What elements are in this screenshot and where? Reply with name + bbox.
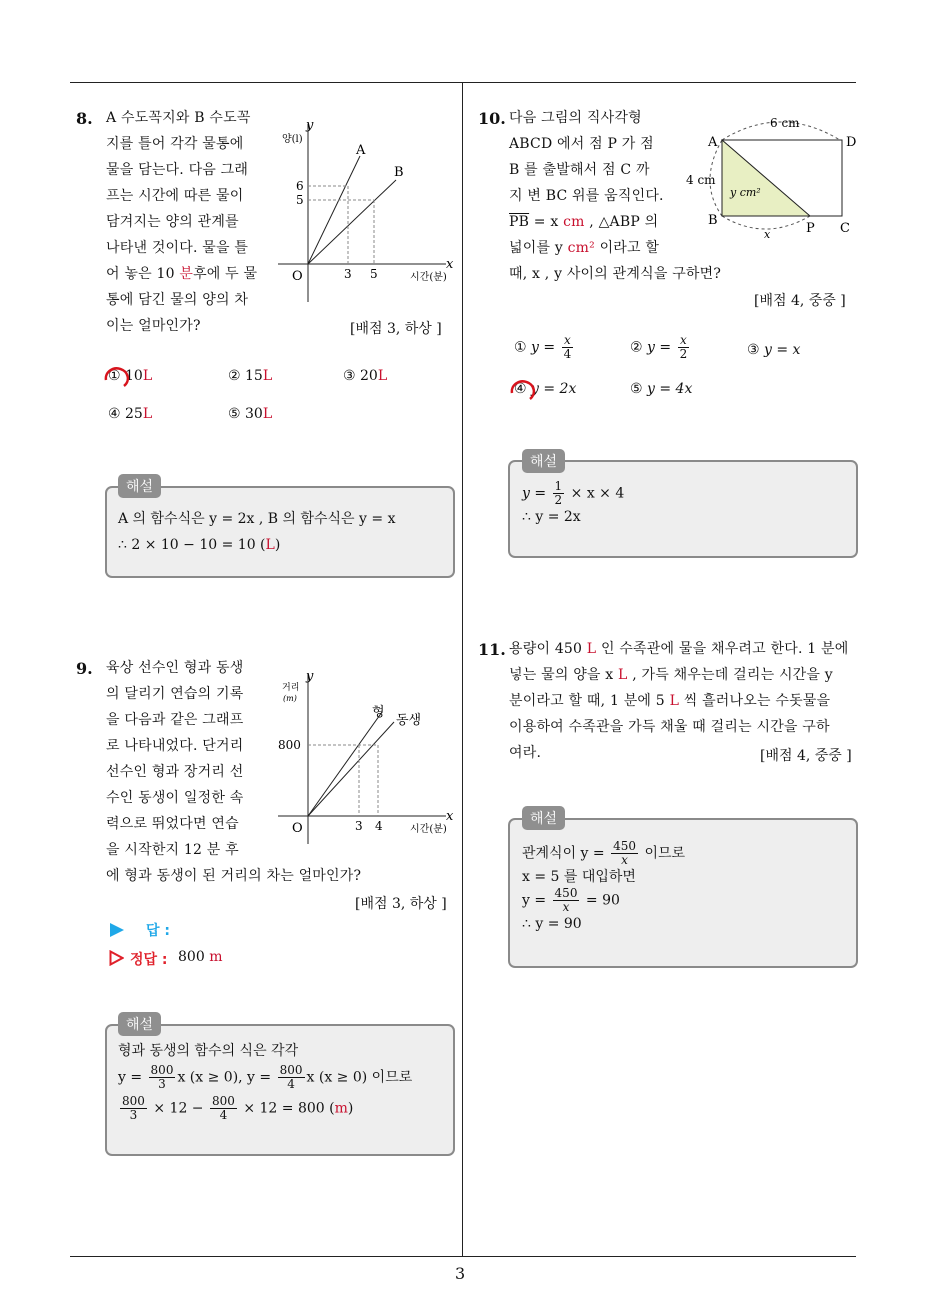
q10-line-7: 때, x , y 사이의 관계식을 구하면? bbox=[509, 266, 722, 282]
q8-line: 지를 틀어 각각 물통에 bbox=[106, 136, 244, 152]
q8-correct-mark bbox=[102, 362, 132, 390]
q8-solution-text: A 의 함수식은 y = 2x , B 의 함수식은 y = x ∴ 2 × 10 − 10 = 10 (L) bbox=[118, 511, 396, 553]
q10-area-label: y cm² bbox=[730, 186, 761, 199]
q9-x-axis-label: 시간(분) bbox=[410, 824, 447, 835]
q8-choice-3[interactable]: ③ 20L bbox=[343, 368, 388, 384]
q10-solution-tag: 해설 bbox=[522, 449, 565, 473]
q8-y-axis-letter: y bbox=[306, 118, 314, 133]
q11-text: 용량이 450 L 인 수족관에 물을 채우려고 한다. 1 분에 넣는 물의 양을 x L , 가득 채우는데 걸리는 시간을 y 분이라고 할 때, 1 분에 5 L 씩 흘러나오는 수돗물을 이용하여 수족관을 가득 채울 때 걸리는 시간을 구하 여라. bbox=[509, 641, 849, 761]
q10-left-length: 4 cm bbox=[686, 173, 716, 187]
q8-solution-tag: 해설 bbox=[118, 474, 161, 498]
q10-choice-1[interactable]: ① y = $\frac{x}{4}$ bbox=[514, 333, 572, 361]
q8-line: 프는 시간에 따른 물이 bbox=[106, 188, 244, 204]
q9-answer-label: 답 : bbox=[146, 923, 170, 939]
q8-unit-minute: 분 bbox=[179, 266, 194, 282]
q8-line: A 수도꼭지와 B 수도꼭 bbox=[106, 110, 251, 126]
q9-y-axis-label-1: 거리 bbox=[282, 683, 300, 693]
q8-line: 담겨지는 양의 관계를 bbox=[106, 214, 239, 230]
q9-graph bbox=[268, 666, 458, 846]
q9-text: 육상 선수인 형과 동생 의 달리기 연습의 기록 을 다음과 같은 그래프 로 나타내었다. 단거리 선수인 형과 장거리 선 수인 동생이 일정한 속 력으로 뛰었다면 연습 을 시작한지 12 분 후 bbox=[106, 660, 244, 858]
q10-triangle-abp bbox=[722, 140, 810, 216]
q10-figure bbox=[680, 112, 860, 242]
q8-line-b bbox=[308, 180, 396, 264]
q8-line-a bbox=[308, 156, 360, 264]
q8-x-axis-label: 시간(분) bbox=[410, 272, 447, 283]
q9-label-younger: 동생 bbox=[396, 713, 422, 728]
q10-number: 10. bbox=[478, 109, 506, 128]
q10-segment-pb: $\overline{PB}$ bbox=[509, 214, 530, 230]
q9-solution-text: 형과 동생의 함수의 식은 각각 y = $\frac{800}{3}$ x (x ≥ 0), y = $\frac{800}{4}$ x (x ≥ 0) 이므로 $\frac{800}{3}$ × 12 − $\frac{800}{4}$ × 12 = 800 (m) bbox=[118, 1043, 413, 1122]
q10-vertex-d: D bbox=[846, 135, 857, 150]
q10-vertex-c: C bbox=[840, 221, 850, 236]
q9-line-full: 에 형과 동생이 된 거리의 차는 얼마인가? bbox=[106, 868, 362, 884]
q11-number: 11. bbox=[478, 640, 506, 659]
q9-line-younger bbox=[308, 722, 394, 816]
q8-choice-2[interactable]: ② 15L bbox=[228, 368, 273, 384]
q9-correct-value: 800 m bbox=[178, 949, 223, 965]
q10-choice-2[interactable]: ② y = $\frac{x}{2}$ bbox=[630, 333, 688, 361]
q8-label-b: B bbox=[394, 165, 404, 180]
q8-line: 물을 담는다. 다음 그래 bbox=[106, 162, 249, 178]
q11-solution-text: 관계식이 y = $\frac{450}{x}$ 이므로 x = 5 를 대입하면 y = $\frac{450}{x}$ = 90 ∴ y = 90 bbox=[522, 839, 686, 932]
q10-choice-4[interactable]: ④ y = 2x bbox=[514, 381, 577, 397]
q8-label-a: A bbox=[356, 143, 366, 158]
q8-choice-5[interactable]: ⑤ 30L bbox=[228, 406, 273, 422]
q8-x-axis-letter: x bbox=[446, 257, 454, 272]
bottom-rule bbox=[70, 1256, 856, 1257]
column-divider bbox=[462, 82, 463, 1257]
q8-xtick-5: 5 bbox=[370, 267, 378, 281]
q10-choice-5[interactable]: ⑤ y = 4x bbox=[630, 381, 693, 397]
q11-solution-tag: 해설 bbox=[522, 806, 565, 830]
q8-line: 어 놓은 10 분후에 두 물 bbox=[106, 266, 258, 282]
q10-correct-mark bbox=[508, 375, 538, 403]
q10-points: [배점 4, 중중 ] bbox=[754, 293, 846, 309]
q10-top-length: 6 cm bbox=[770, 116, 800, 130]
q9-xtick-4: 4 bbox=[375, 819, 383, 833]
q8-origin: O bbox=[292, 269, 303, 284]
q9-y-axis-label-2: (m) bbox=[283, 694, 297, 703]
q10-bottom-length: x bbox=[764, 228, 771, 241]
q8-number: 8. bbox=[76, 109, 93, 128]
q10-vertex-a: A bbox=[708, 135, 718, 150]
q8-line: 이는 얼마인가? bbox=[106, 318, 201, 334]
q8-ytick-5: 5 bbox=[296, 193, 304, 207]
q9-solution-tag: 해설 bbox=[118, 1012, 161, 1036]
q9-points: [배점 3, 하상 ] bbox=[355, 896, 447, 912]
q8-text bbox=[106, 105, 266, 339]
q10-solution-text: y = $\frac{1}{2}$ × x × 4 ∴ y = 2x bbox=[522, 479, 625, 525]
q9-number: 9. bbox=[76, 659, 93, 678]
q8-xtick-3: 3 bbox=[344, 267, 352, 281]
q9-correct-arrow-icon bbox=[109, 950, 124, 966]
q9-correct-label: 정답 : bbox=[130, 952, 168, 968]
q9-label-brother: 형 bbox=[372, 705, 385, 720]
q10-choice-3[interactable]: ③ y = x bbox=[747, 342, 801, 358]
q9-y-axis-letter: y bbox=[306, 669, 314, 684]
q8-line: 나타낸 것이다. 물을 틀 bbox=[106, 240, 249, 256]
q8-ytick-6: 6 bbox=[296, 179, 304, 193]
q9-x-axis-letter: x bbox=[446, 809, 454, 824]
q8-choice-4[interactable]: ④ 25L bbox=[108, 406, 153, 422]
top-rule bbox=[70, 82, 856, 83]
q8-y-axis-label: 양(l) bbox=[282, 134, 303, 145]
q8-points: [배점 3, 하상 ] bbox=[350, 321, 442, 337]
q11-points: [배점 4, 중중 ] bbox=[760, 748, 852, 764]
q8-choice-1[interactable]: ① 10L bbox=[108, 368, 153, 384]
q10-vertex-p: P bbox=[806, 221, 815, 236]
q9-origin: O bbox=[292, 821, 303, 836]
q8-graph bbox=[268, 112, 458, 307]
page-number: 3 bbox=[455, 1264, 466, 1283]
q10-text: 다음 그림의 직사각형 ABCD 에서 점 P 가 점 B 를 출발해서 점 C 까 지 변 BC 위를 움직인다. $\overline{PB} = x$ cm , △ABP 의 넓이를 y cm² 이라고 할 bbox=[509, 110, 664, 256]
q8-line: 통에 담긴 물의 양의 차 bbox=[106, 292, 249, 308]
q10-vertex-b: B bbox=[708, 213, 718, 228]
q9-answer-arrow-icon bbox=[110, 923, 124, 937]
q9-xtick-3: 3 bbox=[355, 819, 363, 833]
q9-line-brother bbox=[308, 712, 382, 816]
q9-ytick-800: 800 bbox=[278, 738, 301, 752]
